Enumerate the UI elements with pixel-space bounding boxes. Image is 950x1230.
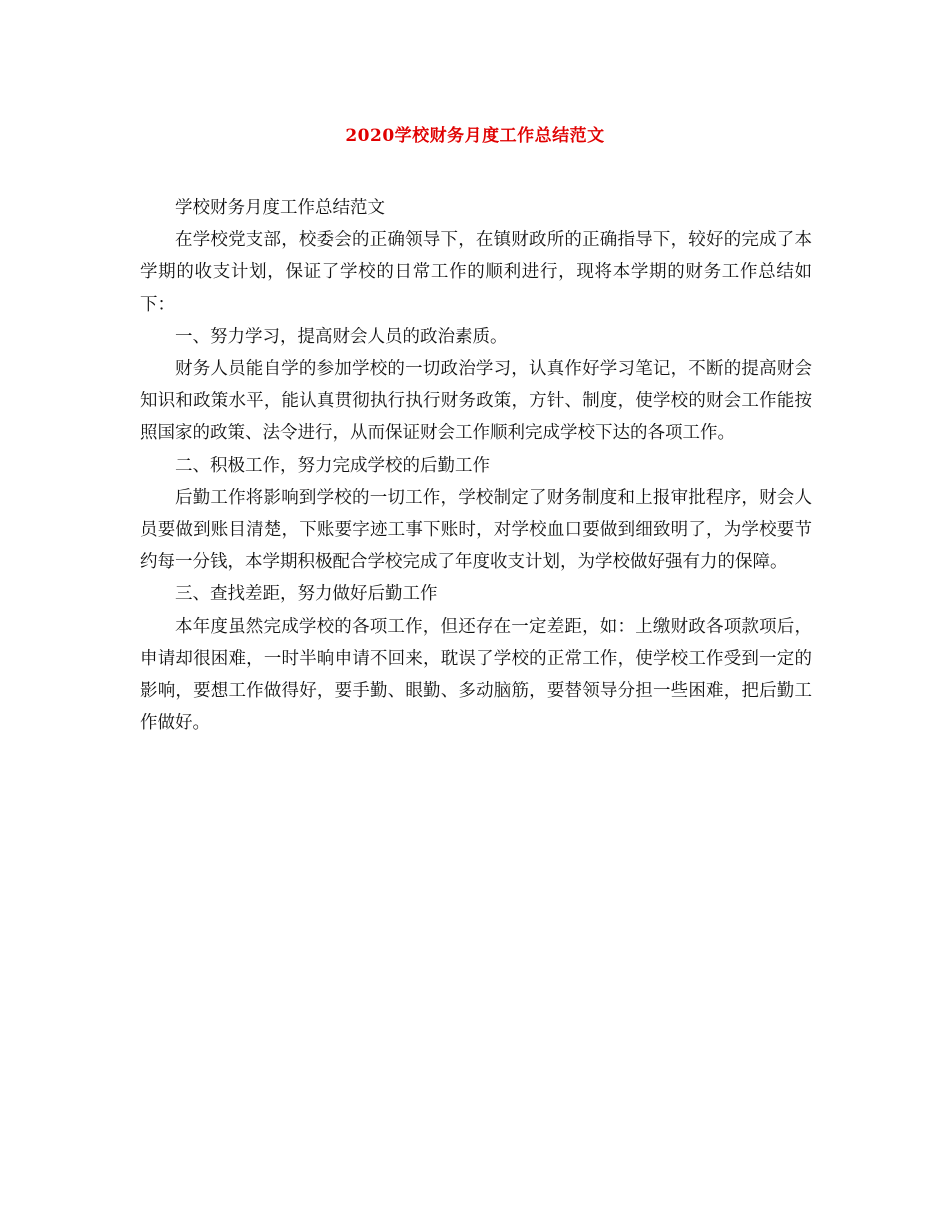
- paragraph-section-2: 后勤工作将影响到学校的一切工作，学校制定了财务制度和上报审批程序，财会人员要做到账目清楚，下账要字迹工事下账时，对学校血口要做到细致明了，为学校要节约每一分钱，本学期积极配合学校完成了年度收支计划，为学校做好强有力的保障。: [140, 487, 812, 573]
- section-heading-1: 一、努力学习，提高财会人员的政治素质。: [175, 326, 508, 347]
- paragraph-intro: 在学校党支部，校委会的正确领导下，在镇财政所的正确指导下，较好的完成了本学期的收支计划，保证了学校的日常工作的顺利进行，现将本学期的财务工作总结如下：: [140, 230, 812, 315]
- document-title: 2020学校财务月度工作总结范文: [345, 126, 605, 146]
- section-heading-3: 三、查找差距，努力做好后勤工作: [175, 584, 438, 605]
- paragraph-subtitle: 学校财务月度工作总结范文: [175, 198, 385, 218]
- paragraph-section-1: 财务人员能自学的参加学校的一切政治学习，认真作好学习笔记，不断的提高财会知识和政策水平，能认真贯彻执行执行财务政策，方针、制度，使学校的财会工作能按照国家的政策、法令进行，从而保证财会工作顺利完成学校下达的各项工作。: [140, 359, 812, 444]
- document-body: [140, 192, 812, 739]
- paragraph-section-3: 本年度虽然完成学校的各项工作，但还存在一定差距，如：上缴财政各项款项后，申请却很困难，一时半晌申请不回来，耽误了学校的正常工作，使学校工作受到一定的影响，要想工作做得好，要手勤、眼勤、多动脑筋，要替领导分担一些困难，把后勤工作做好。: [140, 616, 812, 734]
- section-heading-2: 二、积极工作，努力完成学校的后勤工作: [175, 455, 490, 476]
